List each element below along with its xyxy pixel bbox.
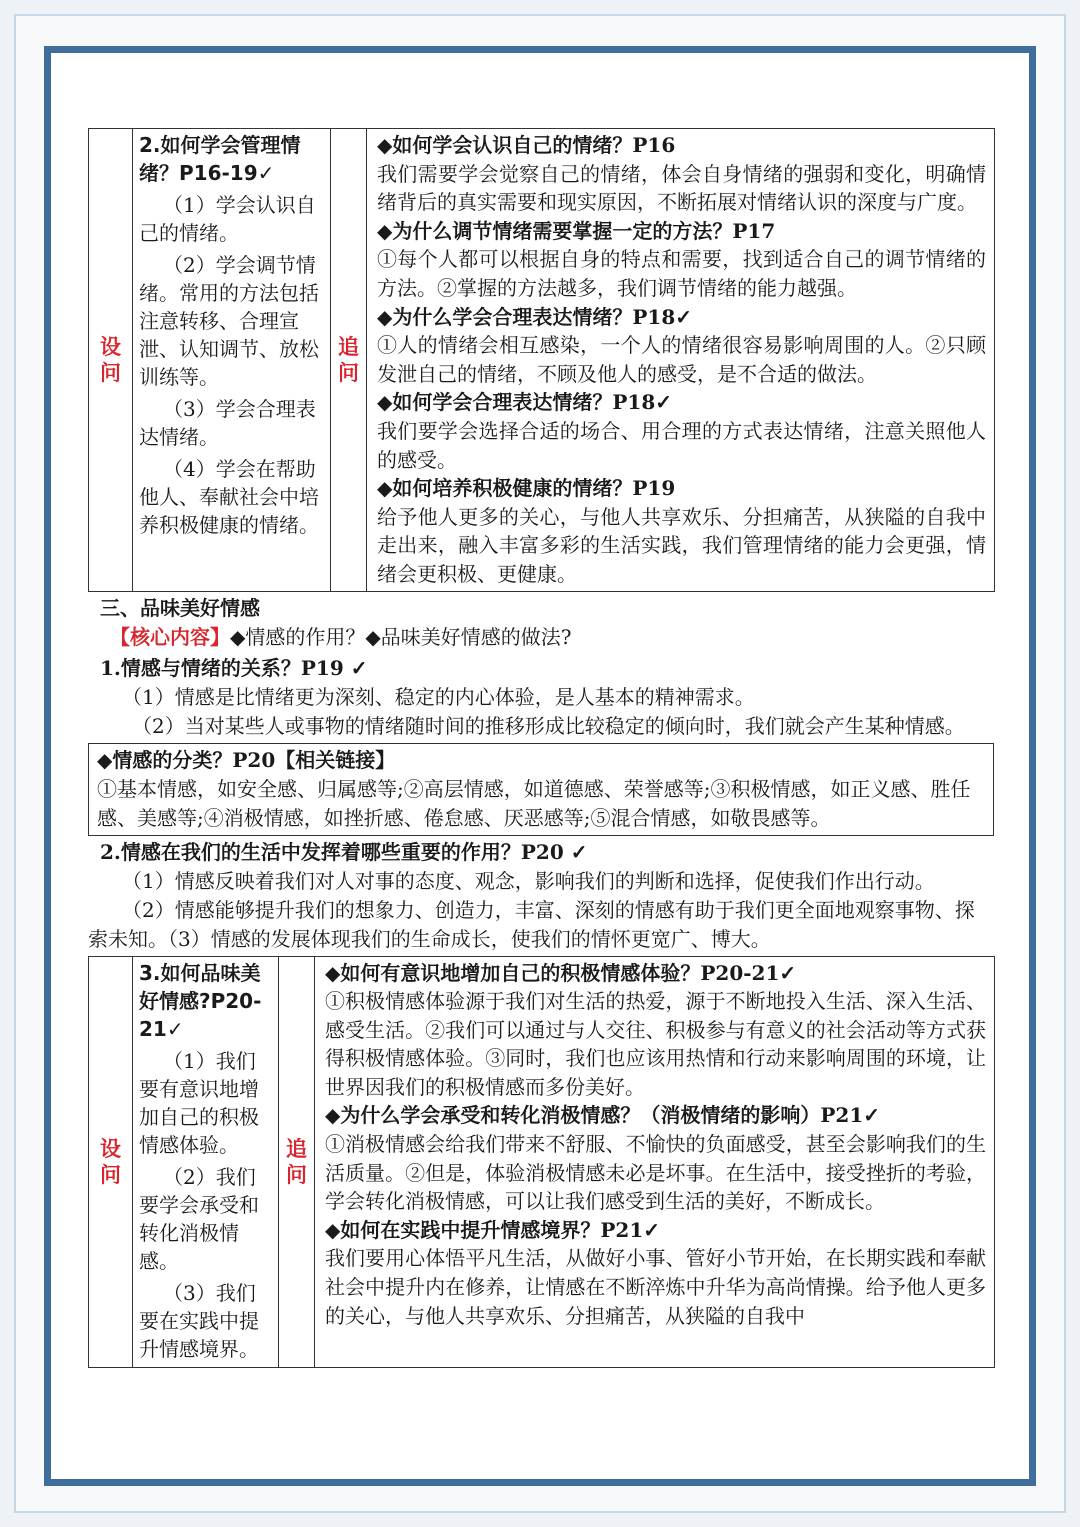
answer-item: （1）我们要有意识地增加自己的积极情感体验。 bbox=[139, 1048, 259, 1157]
side-label-zhuiwen: 追 问 bbox=[279, 956, 315, 1367]
main-question-cell bbox=[133, 129, 331, 592]
related-link-box bbox=[88, 743, 994, 836]
follow-up-answer: 给予他人更多的关心，与他人共享欢乐、分担痛苦，从狭隘的自我中走出来，融入丰富多彩的生活实践，我们管理情绪的能力会更强，情绪会更积极、更健康。 bbox=[377, 504, 986, 586]
answer-item: （3）学会合理表达情绪。 bbox=[139, 397, 316, 449]
follow-up-question: ◆如何学会合理表达情绪？P18✓ bbox=[377, 390, 673, 415]
follow-up-answer: ①人的情绪会相互感染，一个人的情绪很容易影响周围的人。②只顾发泄自己的情绪，不顾及他人的感受，是不合适的做法。 bbox=[377, 333, 986, 386]
follow-up-question: ◆如何培养积极健康的情绪？P19 bbox=[377, 476, 676, 501]
side-label-zhuiwen: 追 问 bbox=[331, 129, 367, 592]
core-content-line bbox=[88, 623, 994, 652]
related-link-text: ①基本情感，如安全感、归属感等;②高层情感，如道德感、荣誉感等;③积极情感，如正义感、胜任感、美感等;④消极情感，如挫折感、倦怠感、厌恶感等;⑤混合情感，如敬畏感等。 bbox=[97, 776, 971, 830]
answer-item: （3）我们要在实践中提升情感境界。 bbox=[139, 1280, 259, 1361]
answer-item: （2）情感能够提升我们的想象力、创造力，丰富、深刻的情感有助于我们更全面地观察事物、探索未知。（3）情感的发展体现我们的生命成长，使我们的情怀更宽广、博大。 bbox=[88, 897, 975, 951]
follow-up-answer: ①每个人都可以根据自身的特点和需要，找到适合自己的调节情绪的方法。②掌握的方法越多，我们调节情绪的能力越强。 bbox=[377, 247, 986, 300]
follow-up-question: ◆为什么调节情绪需要掌握一定的方法？P17 bbox=[377, 218, 776, 243]
follow-up-question: ◆为什么学会合理表达情绪？P18✓ bbox=[377, 304, 693, 329]
side-label-shewen: 设 问 bbox=[89, 129, 133, 592]
answer-item: （1）情感反映着我们对人对事的态度、观念，影响我们的判断和选择，促使我们作出行动。 bbox=[122, 868, 935, 893]
main-question-title: 2.如何学会管理情绪？P16-19✓ bbox=[139, 133, 301, 185]
follow-up-question: ◆如何学会认识自己的情绪？P16 bbox=[377, 133, 676, 157]
answer-item: （2）当对某些人或事物的情绪随时间的推移形成比较稳定的倾向时，我们就会产生某种情感。 bbox=[132, 713, 965, 738]
core-content-text: ◆情感的作用？◆品味美好情感的做法? bbox=[230, 624, 572, 649]
qa-table-1 bbox=[88, 128, 995, 592]
answer-item: （2）学会调节情绪。常用的方法包括注意转移、合理宣泄、认知调节、放松训练等。 bbox=[139, 253, 319, 389]
follow-up-answer: 我们要学会选择合适的场合、用合理的方式表达情绪，注意关照他人的感受。 bbox=[377, 418, 986, 472]
follow-up-cell bbox=[315, 956, 995, 1367]
follow-up-answer: ①消极情感会给我们带来不舒服、不愉快的负面感受，甚至会影响我们的生活质量。②但是，体验消极情感未必是坏事。在生活中，接受挫折的考验，学会转化消极情感，可以让我们感受到生活的美好，不断成长。 bbox=[325, 1132, 986, 1214]
qa-table-2 bbox=[88, 956, 995, 1368]
follow-up-answer: ①积极情感体验源于我们对生活的热爱，源于不断地投入生活、深入生活、感受生活。②我们可以通过与人交往、积极参与有意义的社会活动等方式获得积极情感体验。③同时，我们也应该用热情和行动来影响周围的环境，让世界因我们的积极情感而多份美好。 bbox=[325, 989, 986, 1099]
core-content-tag: 【核心内容】 bbox=[110, 624, 230, 649]
answer-item: （4）学会在帮助他人、奉献社会中培养积极健康的情绪。 bbox=[139, 457, 319, 537]
main-question-title: 3.如何品味美好情感?P20-21✓ bbox=[139, 960, 262, 1041]
follow-up-question: ◆如何有意识地增加自己的积极情感体验？P20-21✓ bbox=[325, 960, 797, 985]
question-1-title: 1.情感与情绪的关系？P19 ✓ bbox=[100, 655, 368, 680]
main-question-cell bbox=[133, 956, 279, 1367]
follow-up-question: ◆如何在实践中提升情感境界？P21✓ bbox=[325, 1217, 661, 1242]
follow-up-answer: 我们需要学会觉察自己的情绪，体会自身情绪的强弱和变化，明确情绪背后的真实需要和现实原因，不断拓展对情绪认识的深度与广度。 bbox=[377, 161, 986, 215]
section-heading: 三、品味美好情感 bbox=[100, 595, 260, 620]
follow-up-cell bbox=[367, 129, 995, 592]
side-label-shewen: 设 问 bbox=[89, 956, 133, 1367]
related-link-title: ◆情感的分类？P20【相关链接】 bbox=[97, 747, 396, 772]
answer-item: （2）我们要学会承受和转化消极情感。 bbox=[139, 1164, 259, 1273]
document-content bbox=[88, 128, 994, 1368]
follow-up-answer: 我们要用心体悟平凡生活，从做好小事、管好小节开始，在长期实践和奉献社会中提升内在修养，让情感在不断淬炼中升华为高尚情操。给予他人更多的关心，与他人共享欢乐、分担痛苦，从狭隘的自我中 bbox=[325, 1246, 986, 1328]
question-2-title: 2.情感在我们的生活中发挥着哪些重要的作用？P20 ✓ bbox=[100, 839, 588, 864]
follow-up-question: ◆为什么学会承受和转化消极情感？（消极情绪的影响）P21✓ bbox=[325, 1103, 881, 1128]
answer-item: （1）学会认识自己的情绪。 bbox=[139, 193, 316, 245]
answer-item: （1）情感是比情绪更为深刻、稳定的内心体验，是人基本的精神需求。 bbox=[122, 684, 755, 709]
